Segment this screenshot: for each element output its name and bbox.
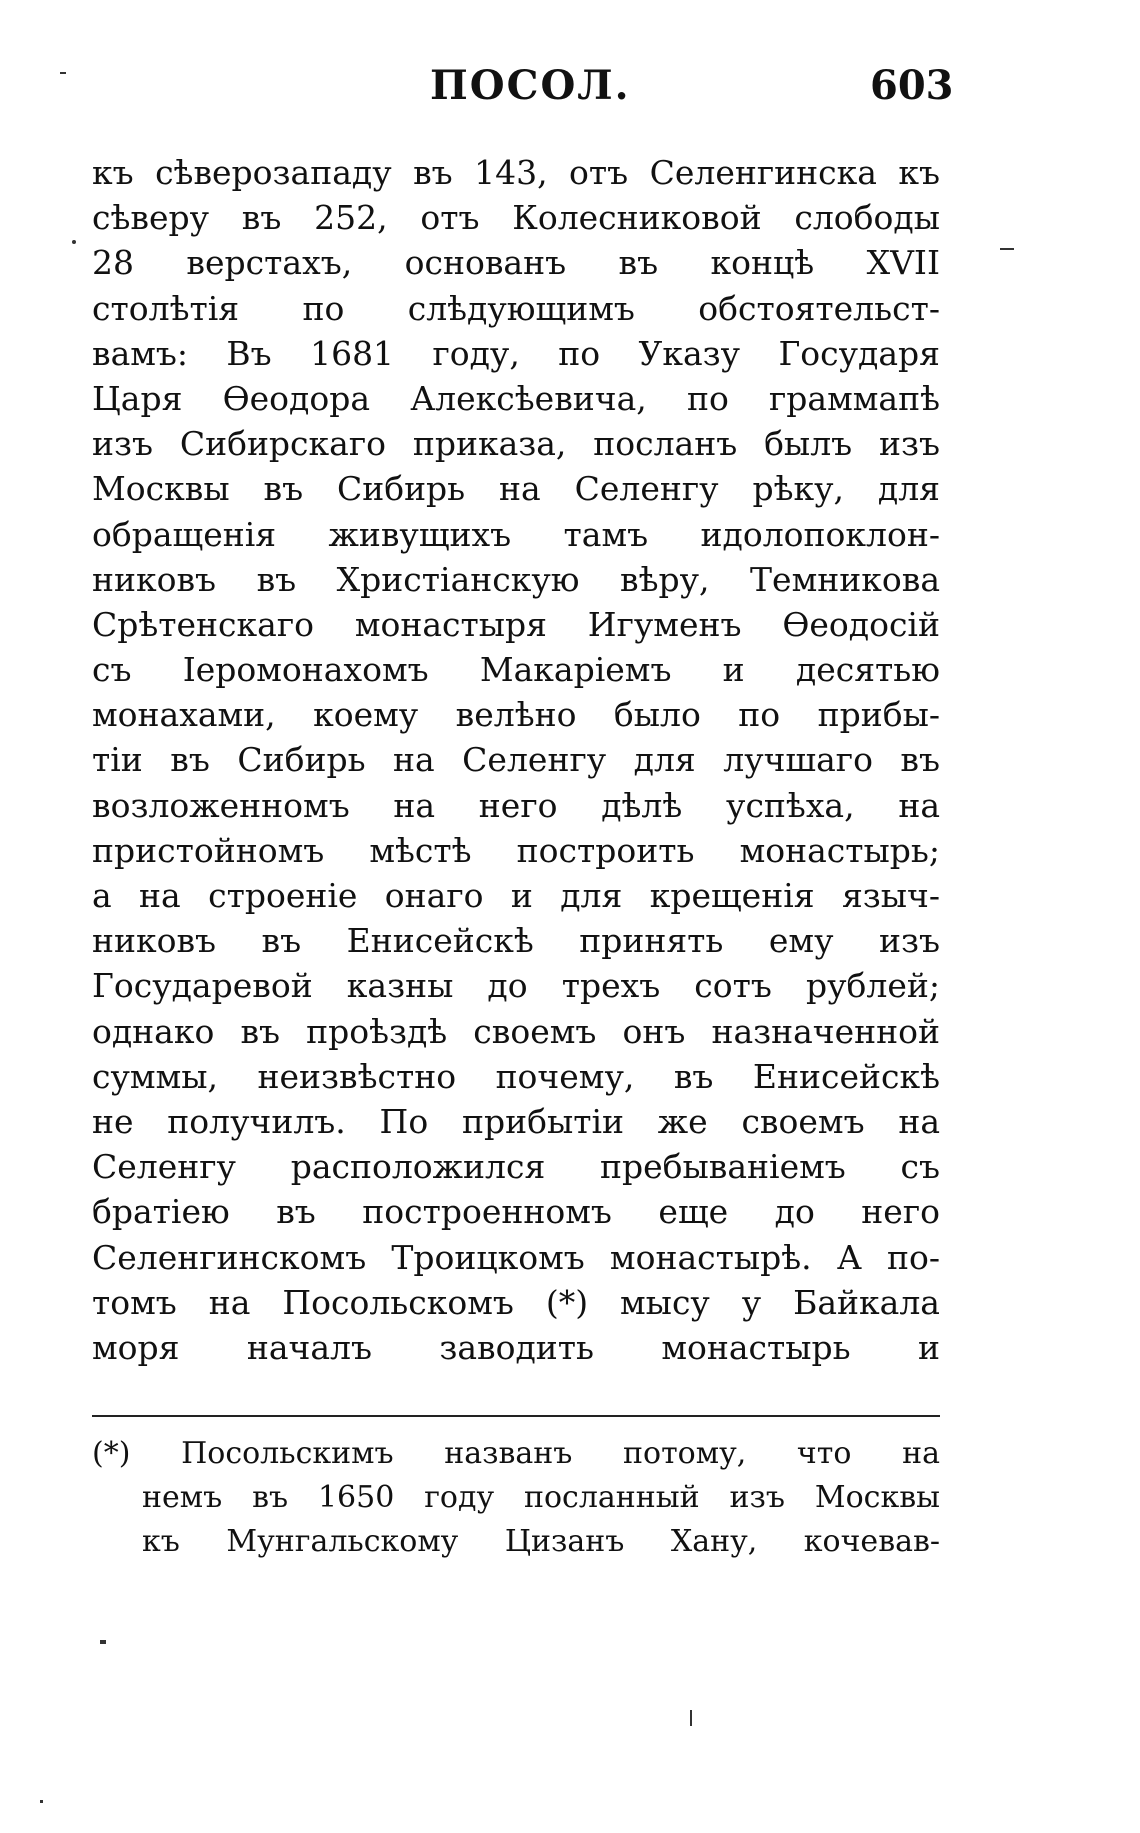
footnote-line: къ Мунгальскому Цизанъ Хану, кочевав- [142, 1524, 940, 1559]
text-line: моря началъ заводить монастырь и [92, 1327, 940, 1367]
text-line: Царя Ѳеодора Алексѣевича, по граммапѣ [92, 378, 940, 418]
scan-speck [1000, 248, 1014, 250]
text-line: изъ Сибирскаго приказа, посланъ былъ изъ [92, 424, 940, 464]
text-line: однако въ проѣздѣ своемъ онъ назначенной [92, 1011, 940, 1051]
text-line: съ Іеромонахомъ Макаріемъ и десятью [92, 650, 940, 690]
scan-speck [60, 72, 66, 74]
footnote-line: (*) Посольскимъ названъ потому, что на [92, 1436, 940, 1471]
text-line: братіею въ построенномъ еще до него [92, 1192, 940, 1232]
text-line: никовъ въ Христіанскую вѣру, Темникова [92, 559, 940, 599]
footnote-rule [92, 1415, 940, 1417]
text-line: къ сѣверозападу въ 143, отъ Селенгинска къ [92, 153, 940, 192]
scan-speck [40, 1800, 43, 1803]
scan-speck [690, 1710, 692, 1726]
running-head: ПОСОЛ. [430, 62, 631, 109]
text-line: а на строеніе онаго и для крещенія языч- [92, 876, 940, 915]
text-line: Селенгинскомъ Троицкомъ монастырѣ. А по- [92, 1237, 940, 1277]
text-line: пристойномъ мѣстѣ построить монастырь; [92, 830, 940, 870]
text-line: Селенгу расположился пребываніемъ съ [92, 1147, 940, 1187]
text-line: томъ на Посольскомъ (*) мысу у Байкала [92, 1282, 940, 1322]
text-line: Москвы въ Сибирь на Селенгу рѣку, для [92, 469, 940, 509]
text-line: сѣверу въ 252, отъ Колесниковой слободы [92, 198, 940, 238]
text-line: столѣтія по слѣдующимъ обстоятельст- [92, 288, 940, 328]
scan-speck [100, 1640, 106, 1644]
footnote-line: немъ въ 1650 году посланный изъ Москвы [142, 1480, 940, 1515]
text-line: Государевой казны до трехъ сотъ рублей; [92, 966, 940, 1006]
text-line: возложенномъ на него дѣлѣ успѣха, на [92, 785, 940, 825]
text-line: обращенія живущихъ тамъ идолопоклон- [92, 514, 940, 554]
text-line: вамъ: Въ 1681 году, по Указу Государя [92, 333, 940, 373]
body-text [92, 150, 940, 1370]
text-line: суммы, неизвѣстно почему, въ Енисейскѣ [92, 1056, 940, 1096]
footnote [92, 1432, 940, 1564]
text-line: не получилъ. По прибытіи же своемъ на [92, 1101, 940, 1141]
text-line: 28 верстахъ, основанъ въ концѣ XVII [92, 243, 940, 283]
text-line: монахами, коему велѣно было по прибы- [92, 695, 940, 735]
scan-speck [72, 240, 76, 244]
page-number: 603 [870, 62, 954, 109]
text-line: Срѣтенскаго монастыря Игуменъ Ѳеодосій [92, 604, 940, 644]
text-line: тіи въ Сибирь на Селенгу для лучшаго въ [92, 740, 940, 780]
text-line: никовъ въ Енисейскѣ принять ему изъ [92, 921, 940, 961]
